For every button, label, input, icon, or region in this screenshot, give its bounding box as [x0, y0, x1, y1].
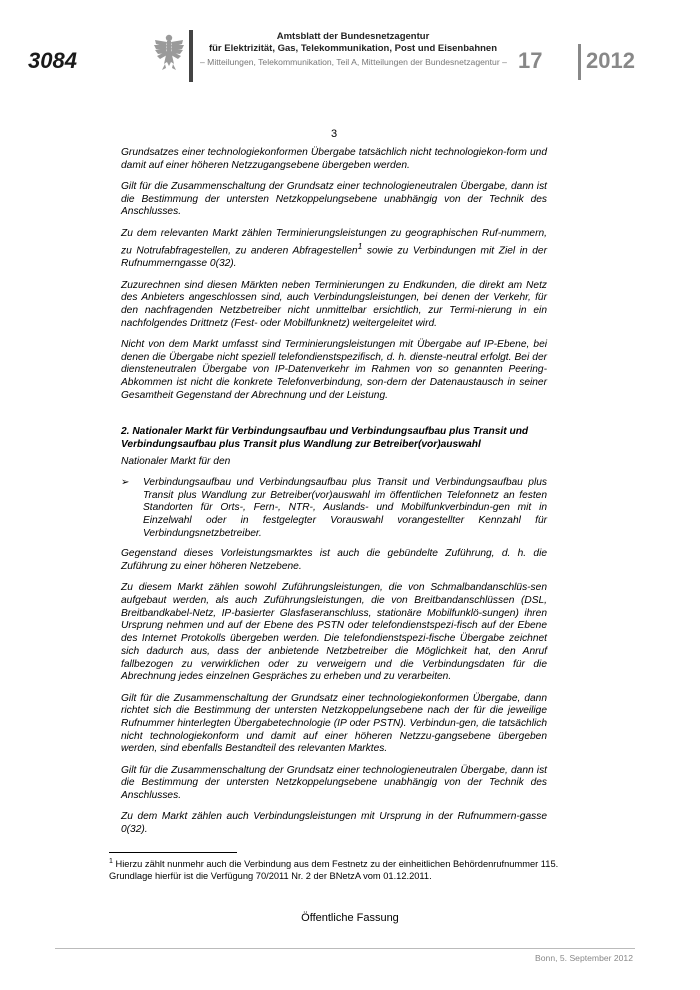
header-divider	[189, 30, 193, 82]
bullet-item	[121, 477, 547, 541]
publication-title	[200, 31, 506, 55]
paragraph: Gilt für die Zusammenschaltung der Grundsatz einer technologieneutralen Übergabe, dann ist die Bestimmung der untersten Netzkoppelungsebene unabhängig von der Technik des Anschlusses.	[121, 180, 547, 218]
arrow-bullet-icon: ➢	[121, 476, 130, 488]
document-body	[121, 128, 547, 845]
issue-number: 17	[518, 48, 543, 73]
issue-year: 2012	[586, 48, 635, 73]
paragraph: Grundsatzes einer technologiekonformen Übergabe tatsächlich nicht technologiekon-form und damit auf einer höheren Netzzugangsebene übergeben werden.	[121, 147, 547, 171]
footnote-number: 1	[109, 858, 113, 865]
paragraph: Zu dem Markt zählen auch Verbindungsleistungen mit Ursprung in der Rufnummern-gasse 0(32).	[121, 811, 547, 835]
paragraph-with-footnote	[121, 228, 547, 272]
issue-divider	[578, 44, 581, 80]
footnote-separator	[109, 852, 237, 853]
federal-eagle-icon	[154, 32, 184, 72]
page-number: 3084	[28, 48, 77, 73]
paragraph: Gegenstand dieses Vorleistungsmarktes ist auch die gebündelte Zuführung, d. h. die Zuführung zu einer höheren Netzebene.	[121, 548, 547, 573]
footer-divider	[55, 948, 635, 949]
footer-date: Bonn, 5. September 2012	[535, 953, 633, 963]
section-heading: 2. Nationaler Markt für Verbindungsaufbau und Verbindungsaufbau plus Transit und Verbindungsaufbau plus Transit plus Wandlung zur Betreiber(vor)auswahl	[121, 426, 529, 451]
paragraph-text: sowie zu Verbindungen mit Ziel in der Rufnummerngasse 0(32).	[121, 245, 547, 270]
footnote	[109, 856, 559, 882]
footnote-text: Hierzu zählt nunmehr auch die Verbindung aus dem Festnetz zu der einheitlichen Behördenrufnummer 115. Grundlage hierfür ist die Verfügung 70/2011 Nr. 2 der BNetzA vom 01.12.2011.	[109, 859, 559, 882]
paragraph: Zuzurechnen sind diesen Märkten neben Terminierungen zu Endkunden, die direkt am Netz des Anbieters angeschlossen sind, auch Verbindungsleistungen, bei denen der Verkehr, für den nachfragenden Netzbetreiber nicht unmittelbar ersichtlich, zur Termi-nierung in ein nachfolgendes Drittnetz (Fest- oder Mobilfunknetz) weitergeleitet wird.	[121, 279, 547, 329]
publication-title-line2: für Elektrizität, Gas, Telekommunikation, Post und Eisenbahnen	[208, 43, 498, 54]
footnote-reference[interactable]: 1	[357, 241, 363, 252]
paragraph: Gilt für die Zusammenschaltung der Grundsatz einer technologieneutralen Übergabe, dann ist die Bestimmung der untersten Netzkoppelungsebene unabhängig von der Technik des Anschlusses.	[121, 764, 547, 801]
paragraph: Zu diesem Markt zählen sowohl Zuführungsleistungen, die von Schmalbandanschlüs-sen aufgebaut werden, als auch Zuführungsleistungen, die von Breitbandanschlüssen (DSL, Breitbandkabel-Netz, IP-basierter Glasfaseranschluss, stationäre Mobilfunklö-sungen) ihren Ursprung nehmen und auf der Ebene des PSTN oder telefondienstspezi-fisch auf der Ebene des Internet Protokolls übergeben werden. Die telefondienstspezi-fische Übergabe zeichnet sich dadurch aus, dass der anbietende Netzbetreiber die Möglichkeit hat, den Anruf fallbezogen zu verwirklichen oder zu verweigern und die Verbindungsdaten für die Abrechnung jedes einzelnen Gespräches zu erheben und zu verarbeiten.	[121, 582, 547, 683]
document-version-label: Öffentliche Fassung	[301, 912, 399, 924]
bullet-text: Verbindungsaufbau und Verbindungsaufbau plus Transit und Verbindungsaufbau plus Transit plus Wandlung zur Betreiber(vor)auswahl im öffentlichen Telefonnetz an festen Standorten für Orts-, Fern-, NTR-, Auslands- und Mobilfunkverbindun-gen mit in Einzelwahl oder in festgelegter Vorauswahl vorangestellter Kennzahl für Verbindungsnetzbetreiber.	[143, 476, 547, 539]
publication-subtitle: – Mitteilungen, Telekommunikation, Teil A, Mitteilungen der Bundesnetzagentur –	[200, 57, 507, 67]
intro-text: Nationaler Markt für den	[121, 455, 231, 467]
paragraph: Gilt für die Zusammenschaltung der Grundsatz einer technologiekonformen Übergabe, dann richtet sich die Bestimmung der untersten Netzkoppelungsebene nach der für die jeweilige Rufnummer hinterlegten Übergabetechnologie (IP oder PSTN). Verbindun-gen, die tatsächlich nicht technologiekonform und damit auf einer höheren Netzzu-gangsebene übergeben werden, sind ebenfalls Bestandteil des relevanten Marktes.	[121, 692, 547, 755]
publication-title-line1: Amtsblatt der Bundesnetzagentur	[276, 31, 430, 42]
internal-page-number: 3	[330, 128, 338, 140]
paragraph-text: Zu dem relevanten Markt zählen Terminierungsleistungen zu geographischen Ruf-nummern, zu Notrufabfragestellen, zu anderen Abfragestellen	[121, 227, 547, 257]
paragraph: Nicht von dem Markt umfasst sind Terminierungsleistungen mit Übergabe auf IP-Ebene, bei denen die Übergabe nicht speziell telefondienstspezifisch, d. h. dienste-neutral erfolgt. Bei der diensteneutralen Übergabe von IP-Datenverkehr im Rahmen von so genannten Peering-Abkommen ist nicht die konkrete Telefonverbindung, son-dern der Datenaustausch in seiner Gesamtheit Gegenstand der Abrechnung und der Leistung.	[121, 338, 547, 401]
